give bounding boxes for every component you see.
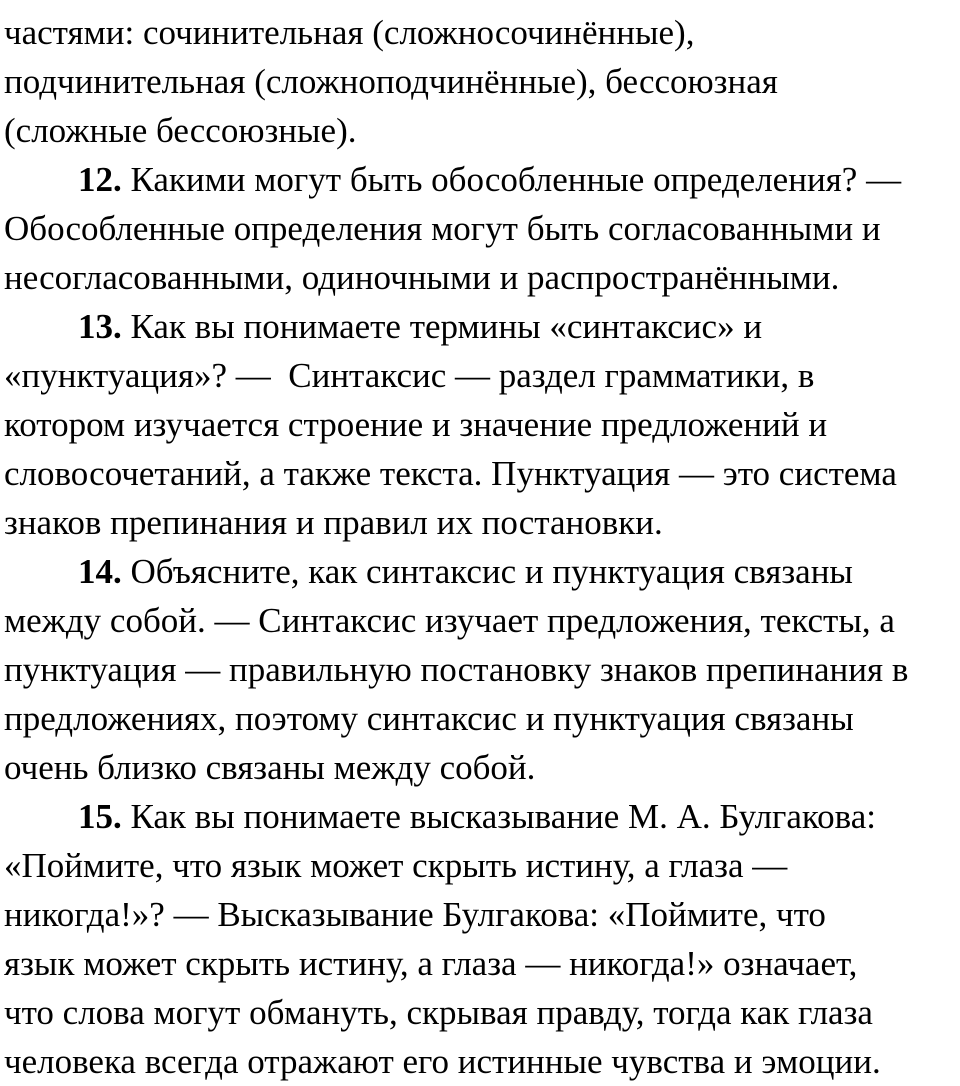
text-line: человека всегда отражают его истинные чувства и эмоции. — [4, 1042, 881, 1081]
question-number: 12. — [78, 160, 122, 199]
text-line: предложениях, поэтому синтаксис и пунктуация связаны — [4, 699, 854, 738]
question-first-line — [4, 155, 960, 204]
text-line: словосочетаний, а также текста. Пунктуация — это система — [4, 454, 897, 493]
question-number: 13. — [78, 307, 122, 346]
question-first-line — [4, 302, 960, 351]
question-text: Как вы понимаете термины «синтаксис» и — [121, 307, 763, 346]
text-line: котором изучается строение и значение предложений и — [4, 405, 828, 444]
text-line: между собой. — Синтаксис изучает предложения, тексты, а — [4, 601, 895, 640]
question-text: Какими могут быть обособленные определения? — — [121, 160, 902, 199]
question-text: Как вы понимаете высказывание М. А. Булгакова: — [121, 797, 876, 836]
question-number: 14. — [78, 552, 122, 591]
question-number: 15. — [78, 797, 122, 836]
text-line: Обособленные определения могут быть согласованными и — [4, 209, 881, 248]
question-13 — [4, 302, 960, 547]
question-14 — [4, 547, 960, 792]
text-line: подчинительная (сложноподчинённые), бессоюзная — [4, 62, 778, 101]
text-line: (сложные бессоюзные). — [4, 111, 357, 150]
question-first-line — [4, 547, 960, 596]
text-line: очень близко связаны между собой. — [4, 748, 536, 787]
question-15 — [4, 792, 960, 1086]
text-line: язык может скрыть истину, а глаза — никогда!» означает, — [4, 944, 858, 983]
question-text: Объясните, как синтаксис и пунктуация связаны — [121, 552, 853, 591]
text-line: несогласованными, одиночными и распространёнными. — [4, 258, 840, 297]
text-line: знаков препинания и правил их постановки. — [4, 503, 663, 542]
text-line: никогда!»? — Высказывание Булгакова: «Поймите, что — [4, 895, 826, 934]
text-line: «Поймите, что язык может скрыть истину, а глаза — — [4, 846, 788, 885]
intro-paragraph — [4, 8, 960, 155]
text-line: пунктуация — правильную постановку знаков препинания в — [4, 650, 909, 689]
text-line: что слова могут обмануть, скрывая правду, тогда как глаза — [4, 993, 873, 1032]
question-first-line — [4, 792, 960, 841]
text-line: «пунктуация»? — Синтаксис — раздел грамматики, в — [4, 356, 815, 395]
text-line: частями: сочинительная (сложносочинённые), — [4, 13, 695, 52]
question-12 — [4, 155, 960, 302]
